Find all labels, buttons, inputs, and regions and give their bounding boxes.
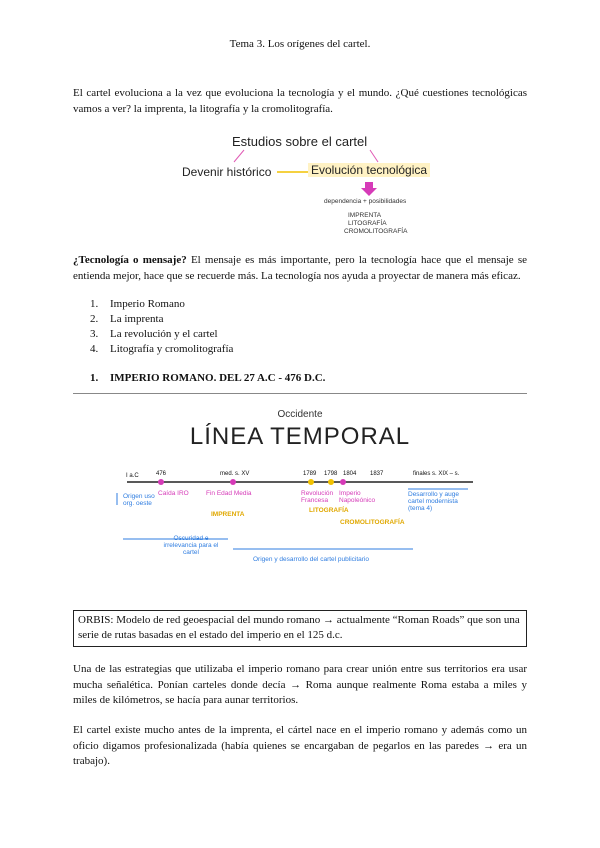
list-item: 2. La imprenta [90,313,164,325]
topic-list [90,297,390,357]
section-heading: 1. IMPERIO ROMANO. DEL 27 A.C - 476 D.C. [90,372,326,384]
tick-label: 476 [156,471,167,477]
tick-label: finales s. XIX – s. [413,471,460,477]
question-text: El mensaje es más importante, pero la tecnología hace que el mensaje se entienda mejor, hace que se recuerde más. La tecnología nos ayuda a proyectar de manera más eficaz. [73,254,527,282]
list-item: 4. Litografía y cromolitografía [90,343,234,355]
tick-label: med. s. XV [220,471,250,477]
origen-label: Origen y desarrollo del cartel publicitario [253,556,369,563]
litografia-label: LITOGRAFÍA [309,507,349,514]
diagram-right: Evolución tecnológica [308,163,430,177]
orbis-box: ORBIS: Modelo de red geoespacial del mundo romano → actualmente “Roman Roads” que son una serie de rutas basadas en el estado del imperio en el 125 d.c. [73,610,527,647]
diagram-sub: dependencia + posibilidades [324,198,407,205]
diagram-left: Devenir histórico [182,165,272,179]
tick-sub: Revolución Francesa [301,490,334,504]
diagram-item: CROMOLITOGRAFÍA [344,228,408,235]
tick-label: 1798 [324,471,338,477]
tick-label: 1804 [343,471,357,477]
diagram-top: Estudios sobre el cartel [232,134,368,149]
paragraph-1: Una de las estrategias que utilizaba el imperio romano para crear unión entre sus territorios era usar mucha señalética. Ponían carteles donde decía → Roma aunque realmente Roma estaba a miles y miles de kilómetros, se hacía para aunar territorios. [73,663,527,706]
timeline-subtitle: Occidente [277,409,323,420]
timeline-title: LÍNEA TEMPORAL [189,423,411,450]
timeline-figure [73,393,527,573]
list-item: 1. Imperio Romano [90,298,185,310]
tick-sub: Origen uso org. oeste [123,493,155,507]
list-item: 3. La revolución y el cartel [90,328,218,340]
tick-sub: Desarrollo y auge cartel modernista (tema 4) [408,491,459,512]
tick-label: I a.C [126,473,139,479]
page-title: Tema 3. Los orígenes del cartel. [229,38,371,50]
tick-label: 1837 [370,471,384,477]
question-bold: ¿Tecnología o mensaje? [73,254,187,266]
diagram-item: LITOGRAFÍA [348,220,387,227]
tick-sub: Fin Edad Media [206,490,252,497]
oscuridad-label: Oscuridad e irrelevancia para el cartel [163,535,219,556]
paragraph-2: El cartel existe mucho antes de la imprenta, el cártel nace en el imperio romano y además como un oficio digamos profesionalizada (había quienes se encargaban de pegarlos en las paredes → era un trabajo). [73,724,527,767]
cromolitografia-label: CROMOLITOGRAFÍA [340,519,405,526]
diagram-item: IMPRENTA [348,212,382,219]
concept-diagram [170,130,440,245]
tick-label: 1789 [303,471,317,477]
imprenta-label: IMPRENTA [211,511,245,518]
intro-paragraph: El cartel evoluciona a la vez que evoluciona la tecnología y el mundo. ¿Qué cuestiones tecnológicas vamos a ver? la imprenta, la litografía y la cromolitografía. [73,87,527,115]
tick-sub: Imperio Napoleónico [339,490,376,504]
tick-sub: Caída IRO [158,490,189,497]
question-paragraph [73,253,527,284]
